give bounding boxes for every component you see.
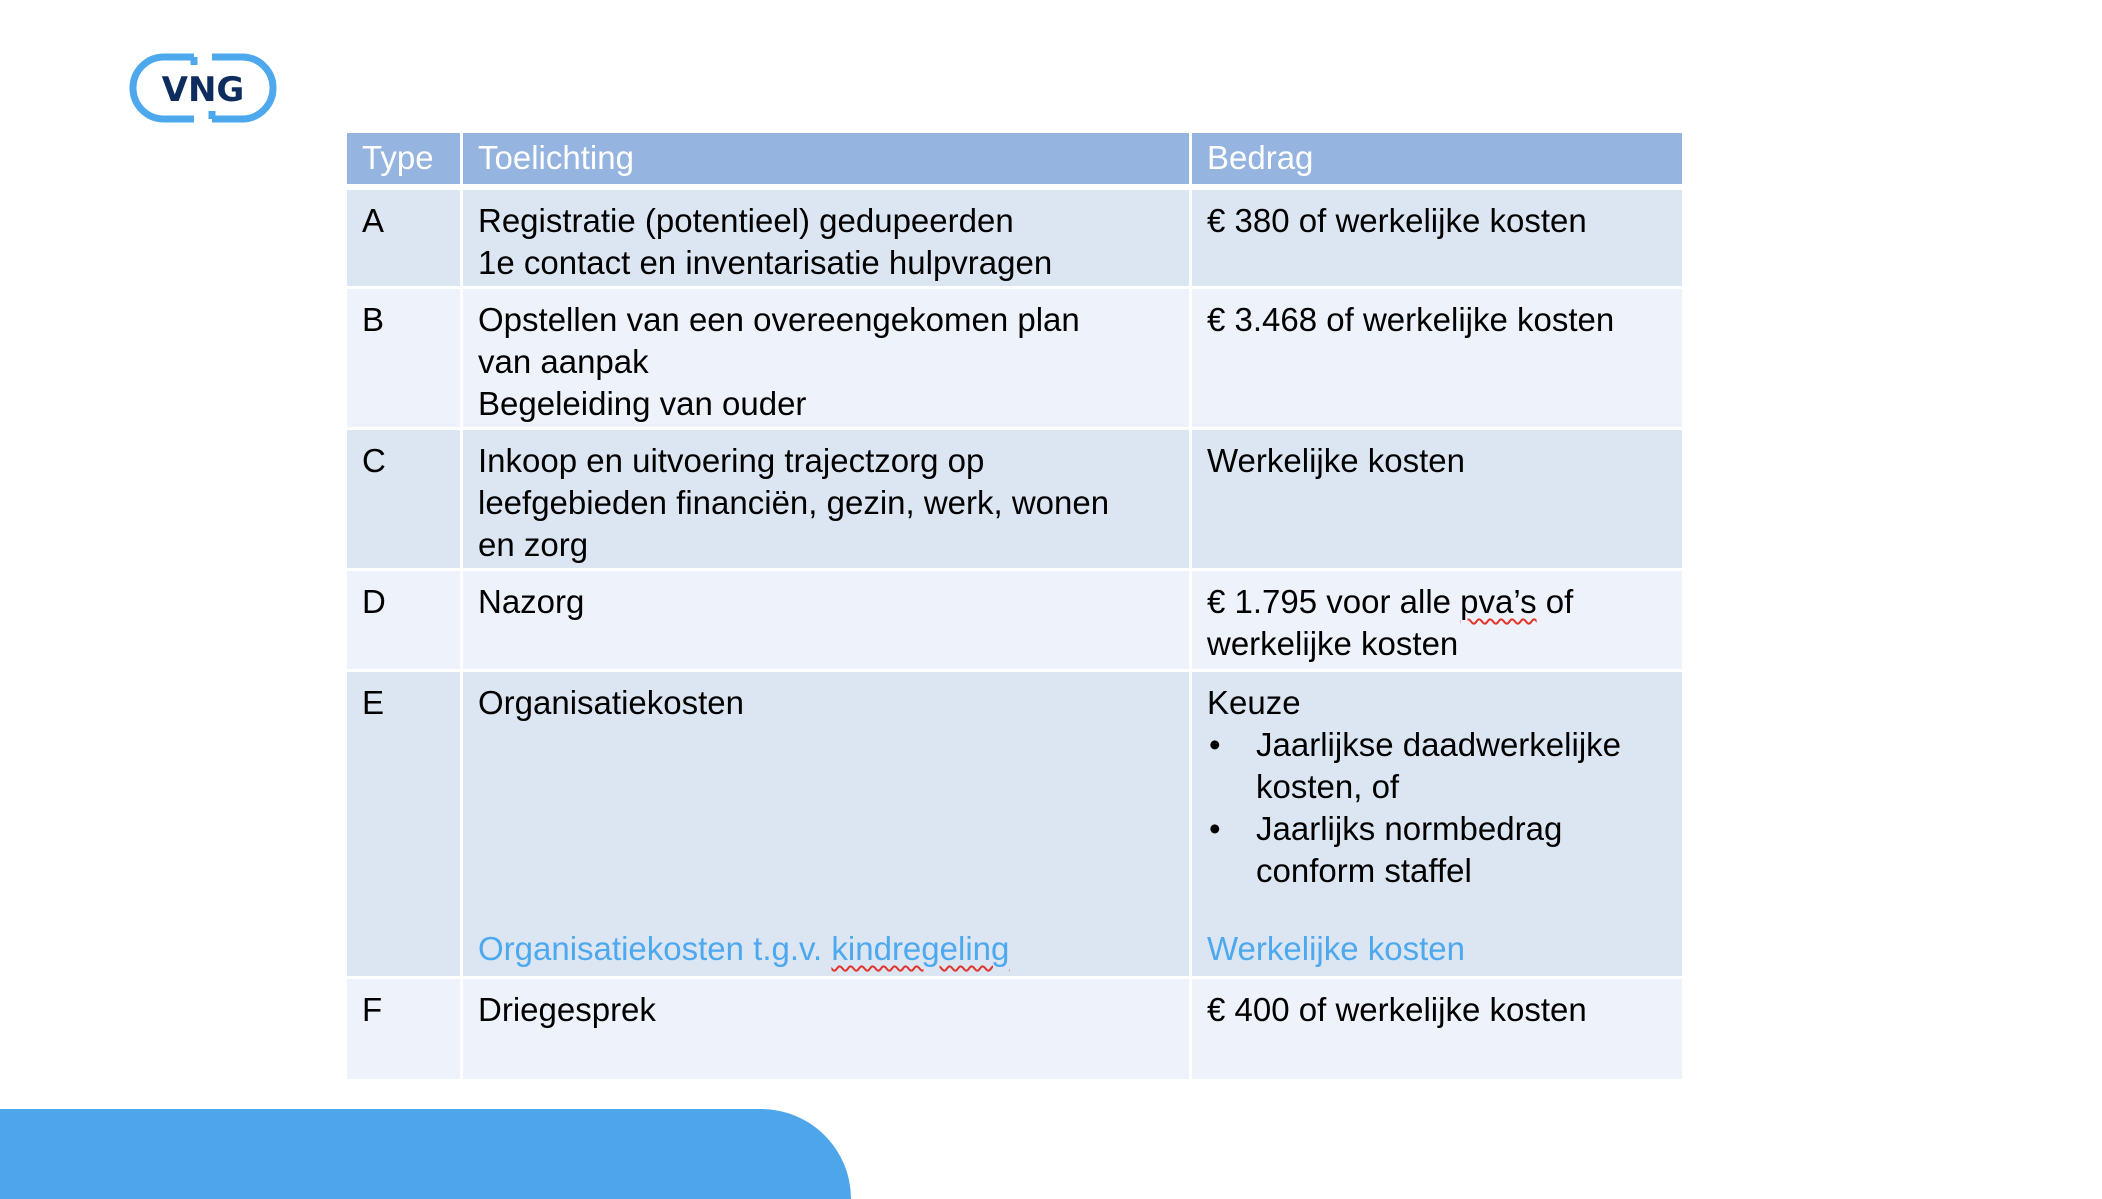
row-d-toelichting-line: Nazorg (478, 583, 585, 620)
row-a-type: A (347, 190, 463, 289)
row-d-bedrag-line: werkelijke kosten (1207, 625, 1459, 662)
bullet-icon: • (1209, 726, 1221, 763)
row-a-bedrag (1192, 190, 1682, 289)
bullet-text: Jaarlijkse daadwerkelijke kosten, of (1256, 726, 1621, 805)
row-b-toelichting-line: Begeleiding van ouder (478, 385, 807, 422)
row-e-bedrag-bullets (1207, 724, 1668, 892)
row-e-type: E (347, 672, 463, 979)
spellcheck-flagged-word[interactable]: kindregeling (831, 930, 1010, 967)
bullet-item (1207, 808, 1668, 892)
vng-logo (128, 52, 278, 124)
bullet-icon: • (1209, 810, 1221, 847)
row-d-type: D (347, 571, 463, 672)
row-d-bedrag-prefix: € 1.795 voor alle (1207, 583, 1461, 620)
row-b-toelichting (463, 289, 1192, 430)
row-e-extra-prefix: Organisatiekosten t.g.v. (478, 930, 832, 967)
row-a-toelichting (463, 190, 1192, 289)
header-bedrag: Bedrag (1192, 133, 1682, 190)
row-c-toelichting-line: en zorg (478, 526, 589, 563)
vng-logo-icon (128, 52, 278, 124)
row-e-toelichting (463, 672, 1192, 979)
row-f-bedrag (1192, 979, 1682, 1079)
row-d-bedrag (1192, 571, 1682, 672)
row-b-type: B (347, 289, 463, 430)
row-c-toelichting-line: Inkoop en uitvoering trajectzorg op (478, 442, 985, 479)
row-d-bedrag-line (1207, 581, 1668, 623)
cost-table (347, 133, 1682, 1079)
row-a-toelichting-line: 1e contact en inventarisatie hulpvragen (478, 244, 1053, 281)
row-d-bedrag-suffix: of (1536, 583, 1574, 620)
row-d-toelichting (463, 571, 1192, 672)
row-f-bedrag-line: € 400 of werkelijke kosten (1207, 991, 1587, 1028)
row-a-bedrag-line: € 380 of werkelijke kosten (1207, 202, 1587, 239)
row-c-bedrag-line: Werkelijke kosten (1207, 442, 1465, 479)
row-f-toelichting (463, 979, 1192, 1079)
bullet-item (1207, 724, 1668, 808)
vng-logo-text: VNG (161, 70, 245, 110)
spellcheck-flagged-word[interactable]: pva’s (1460, 583, 1537, 620)
row-e-toelichting-extra (478, 928, 1009, 970)
header-type: Type (347, 133, 463, 190)
header-toelichting: Toelichting (463, 133, 1192, 190)
row-b-toelichting-line: Opstellen van een overeengekomen plan (478, 301, 1080, 338)
row-e-bedrag-extra: Werkelijke kosten (1207, 930, 1465, 967)
row-e-bedrag-title: Keuze (1207, 684, 1301, 721)
row-b-toelichting-line: van aanpak (478, 343, 649, 380)
bullet-text: Jaarlijks normbedrag conform staffel (1256, 810, 1563, 889)
row-e-toelichting-line: Organisatiekosten (478, 684, 744, 721)
row-b-bedrag-line: € 3.468 of werkelijke kosten (1207, 301, 1615, 338)
row-c-toelichting (463, 430, 1192, 571)
row-c-bedrag (1192, 430, 1682, 571)
row-f-toelichting-line: Driegesprek (478, 991, 656, 1028)
row-f-type: F (347, 979, 463, 1079)
row-c-toelichting-line: leefgebieden financiën, gezin, werk, wonen (478, 484, 1110, 521)
row-e-bedrag (1192, 672, 1682, 979)
row-c-type: C (347, 430, 463, 571)
row-b-bedrag (1192, 289, 1682, 430)
row-a-toelichting-line: Registratie (potentieel) gedupeerden (478, 202, 1014, 239)
